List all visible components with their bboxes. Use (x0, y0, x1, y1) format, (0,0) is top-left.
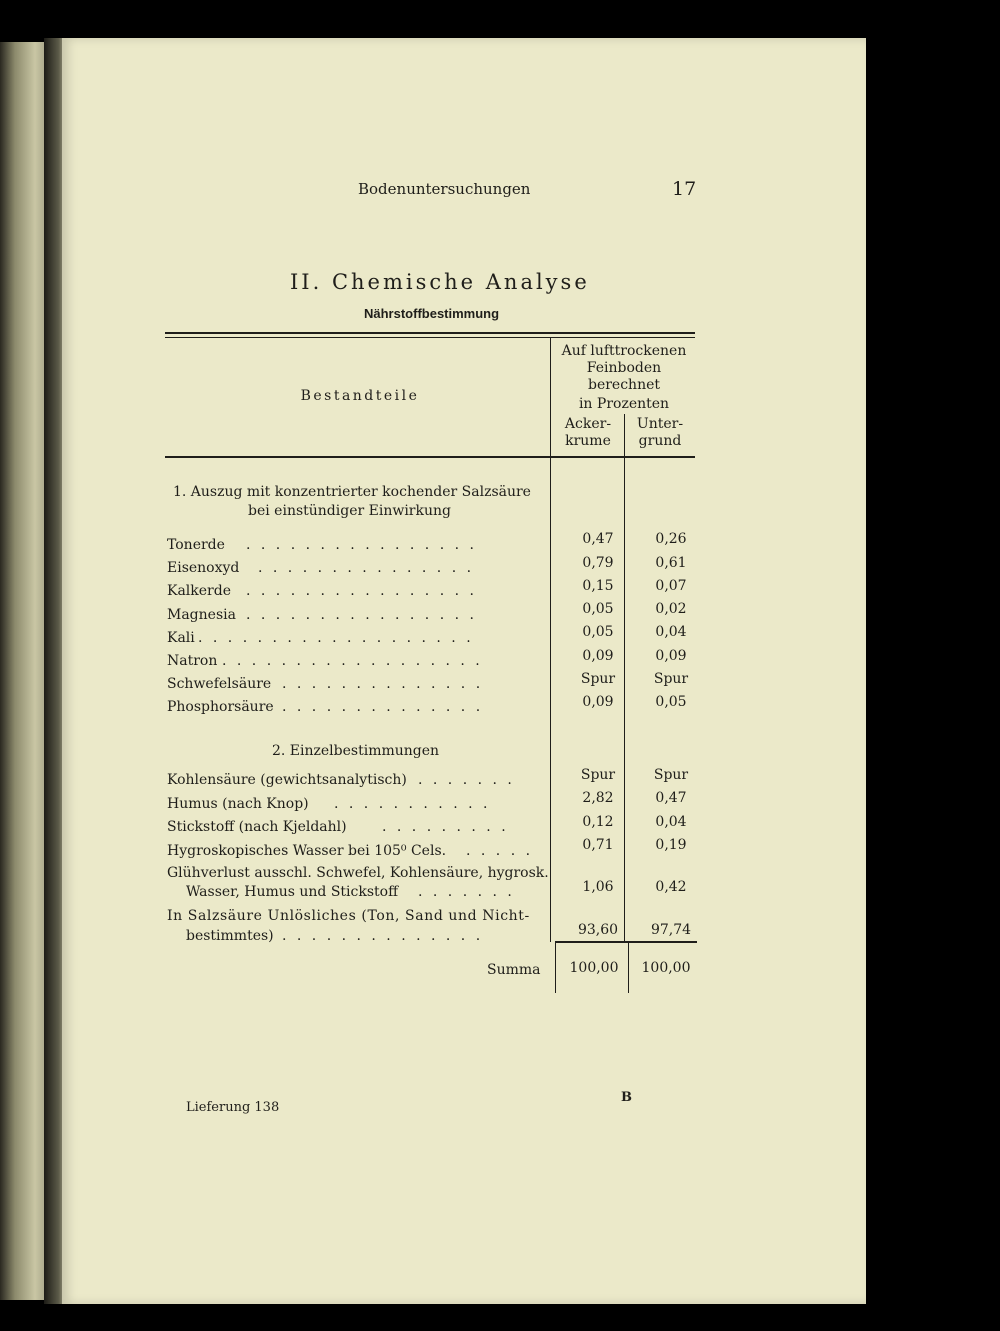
value-ackerkrume: 0,71 (582, 837, 614, 853)
row-label-continued: Wasser, Humus und Stickstoff (186, 884, 399, 900)
leader-dots: . . . . . . . (418, 884, 515, 900)
left-page-edge (0, 42, 50, 1300)
section-heading-1: 1. Auszug mit konzentrierter kochender Salzsäure (173, 484, 531, 500)
row-label: Phosphorsäure (167, 699, 274, 715)
value-ackerkrume: 0,09 (582, 648, 614, 664)
table-top-rule-thin (165, 337, 695, 338)
row-label: Kohlensäure (gewichtsanalytisch) (167, 772, 407, 788)
sum-ackerkrume: 100,00 (569, 960, 619, 976)
leader-dots: . . . . . . . (418, 772, 515, 788)
section-title: II. Chemische Analyse (290, 270, 590, 294)
table-top-rule-thick (165, 332, 695, 334)
row-label: In Salzsäure Unlösliches (Ton, Sand und Nicht- (167, 908, 530, 924)
value-ackerkrume: Spur (580, 767, 616, 783)
leader-dots: . . . . . . . . . . . . . . . . (246, 607, 477, 623)
row-label-continued: bestimmtes) (186, 928, 274, 944)
row-label: Glühverlust ausschl. Schwefel, Kohlensäure, hygrosk. (167, 865, 549, 881)
value-ackerkrume: 0,15 (582, 578, 614, 594)
row-label: Schwefelsäure (167, 676, 272, 692)
leader-dots: . . . . . . . . . . . . . . (282, 928, 484, 944)
section-heading-2: 2. Einzelbestimmungen (272, 743, 440, 759)
value-untergrund: 0,61 (655, 555, 687, 571)
row-label: Kalkerde (167, 583, 231, 599)
value-ackerkrume: 0,09 (582, 694, 614, 710)
sum-label: Summa (487, 962, 541, 978)
sum-rule (555, 941, 697, 943)
value-untergrund: 0,26 (655, 531, 687, 547)
value-ackerkrume: 93,60 (577, 922, 619, 938)
value-ackerkrume: 2,82 (582, 790, 614, 806)
value-untergrund: 0,04 (655, 624, 687, 640)
value-ackerkrume: 0,12 (582, 814, 614, 830)
value-untergrund: 0,19 (655, 837, 687, 853)
table-header-rule (165, 456, 695, 458)
footer-signature: B (621, 1090, 632, 1105)
leader-dots: . . . . . . . . . . . . . . . . (246, 537, 477, 553)
column-header-untergrund: Unter- grund (636, 416, 684, 449)
value-untergrund: 0,07 (655, 578, 687, 594)
leader-dots: . . . . . . . . . . . . . . . . (246, 583, 477, 599)
value-untergrund: 0,09 (655, 648, 687, 664)
leader-dots: . . . . . . . . . (382, 819, 509, 835)
table-divider-label (550, 338, 551, 942)
leader-dots: . . . . . . . . . . . . . . (282, 699, 484, 715)
row-label: Natron (167, 653, 218, 669)
leader-dots: . . . . . (466, 843, 534, 859)
row-label: Tonerde (167, 537, 225, 553)
sum-divider-mid (628, 943, 629, 993)
leader-dots: . . . . . . . . . . . . . . . (258, 560, 475, 576)
row-label: Stickstoff (nach Kjeldahl) (167, 819, 347, 835)
value-untergrund: 0,42 (655, 879, 687, 895)
leader-dots: . . . . . . . . . . . . . . (282, 676, 484, 692)
value-untergrund: 0,02 (655, 601, 687, 617)
row-label: Hygroskopisches Wasser bei 105⁰ Cels. (167, 843, 447, 859)
value-untergrund: 0,05 (655, 694, 687, 710)
value-untergrund: 97,74 (650, 922, 692, 938)
running-head: Bodenuntersuchungen (358, 180, 531, 198)
column-header-ackerkrume: Acker- krume (564, 416, 612, 449)
leader-dots: . . . . . . . . . . . . . . . . . . (222, 653, 483, 669)
value-untergrund: 0,04 (655, 814, 687, 830)
row-label: Humus (nach Knop) (167, 796, 309, 812)
value-ackerkrume: Spur (580, 671, 616, 687)
sum-untergrund: 100,00 (641, 960, 691, 976)
value-ackerkrume: 0,47 (582, 531, 614, 547)
column-label-bestandteile: Bestandteile (300, 388, 420, 404)
leader-dots: . . . . . . . . . . . (334, 796, 491, 812)
sum-divider-left (555, 943, 556, 993)
value-ackerkrume: 0,05 (582, 624, 614, 640)
value-ackerkrume: 1,06 (582, 879, 614, 895)
leader-dots: . . . . . . . . . . . . . . . . . . . (198, 630, 474, 646)
value-untergrund: Spur (653, 767, 689, 783)
row-label: Eisenoxyd (167, 560, 240, 576)
value-ackerkrume: 0,05 (582, 601, 614, 617)
value-untergrund: Spur (653, 671, 689, 687)
group-header: Auf lufttrockenen Feinboden berechnet in Prozenten (561, 343, 687, 412)
row-label: Kali (167, 630, 195, 646)
section-subtitle: Nährstoffbestimmung (364, 306, 500, 321)
value-untergrund: 0,47 (655, 790, 687, 806)
value-ackerkrume: 0,79 (582, 555, 614, 571)
section-heading-1-line2: bei einstündiger Einwirkung (248, 503, 451, 519)
row-label: Magnesia (167, 607, 236, 623)
page (62, 38, 866, 1304)
footer-delivery: Lieferung 138 (186, 1100, 280, 1115)
page-number: 17 (672, 178, 697, 200)
